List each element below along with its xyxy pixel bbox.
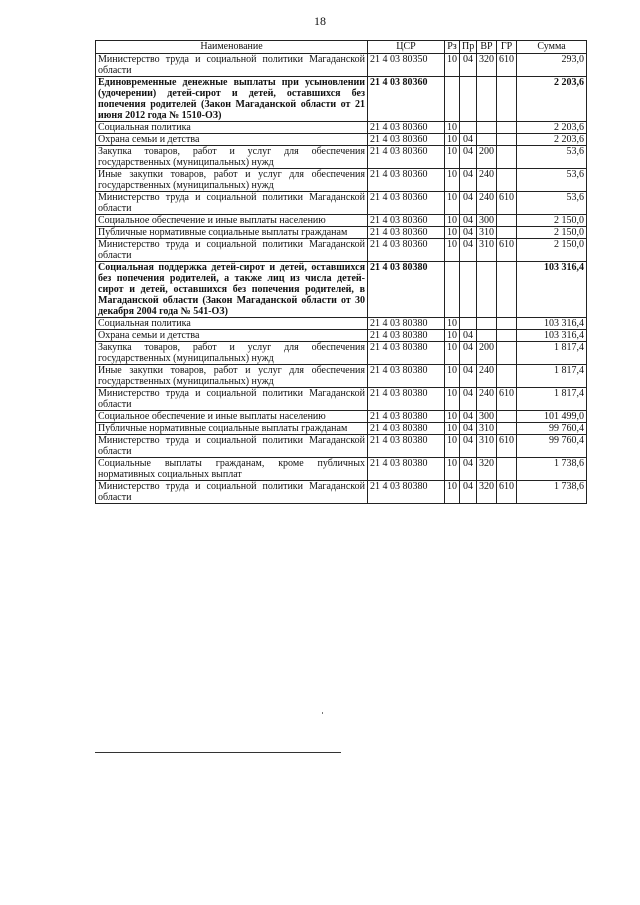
header-vr: ВР	[477, 41, 497, 54]
cell-gr	[497, 215, 517, 227]
cell-csr: 21 4 03 80360	[368, 134, 445, 146]
cell-rz: 10	[445, 227, 460, 239]
cell-sum: 1 738,6	[517, 481, 587, 504]
cell-name: Публичные нормативные социальные выплаты гражданам	[96, 227, 368, 239]
cell-pr: 04	[460, 365, 477, 388]
cell-gr	[497, 411, 517, 423]
cell-vr: 310	[477, 227, 497, 239]
cell-name: Социальная поддержка детей-сирот и детей, оставшихся без попечения родителей, а также лиц из числа детей-сирот и детей, оставшихся без попечения родителей, в Магаданской области (Закон Магаданской области от 30 декабря 2004 года № 541-ОЗ)	[96, 262, 368, 318]
header-gr: ГР	[497, 41, 517, 54]
cell-vr: 300	[477, 215, 497, 227]
cell-name: Закупка товаров, работ и услуг для обеспечения государственных (муниципальных) нужд	[96, 146, 368, 169]
cell-vr: 300	[477, 411, 497, 423]
cell-vr: 240	[477, 169, 497, 192]
cell-sum: 1 817,4	[517, 388, 587, 411]
table-row	[96, 481, 587, 504]
cell-sum: 53,6	[517, 169, 587, 192]
cell-rz: 10	[445, 146, 460, 169]
cell-rz: 10	[445, 423, 460, 435]
table-row	[96, 215, 587, 227]
cell-rz: 10	[445, 458, 460, 481]
cell-pr: 04	[460, 481, 477, 504]
cell-csr: 21 4 03 80380	[368, 423, 445, 435]
table-row	[96, 342, 587, 365]
cell-name: Министерство труда и социальной политики Магаданской области	[96, 388, 368, 411]
table-body	[96, 54, 587, 504]
cell-vr	[477, 134, 497, 146]
cell-csr: 21 4 03 80380	[368, 435, 445, 458]
cell-csr: 21 4 03 80360	[368, 77, 445, 122]
table-row	[96, 365, 587, 388]
cell-gr	[497, 342, 517, 365]
cell-sum: 1 738,6	[517, 458, 587, 481]
table-row	[96, 239, 587, 262]
cell-name: Иные закупки товаров, работ и услуг для обеспечения государственных (муниципальных) нужд	[96, 365, 368, 388]
cell-csr: 21 4 03 80360	[368, 227, 445, 239]
cell-csr: 21 4 03 80360	[368, 169, 445, 192]
table-row	[96, 146, 587, 169]
cell-name: Единовременные денежные выплаты при усыновлении (удочерении) детей-сирот и детей, оставшихся без попечения родителей (Закон Магаданской области от 21 июня 2012 года № 1510-ОЗ)	[96, 77, 368, 122]
cell-pr: 04	[460, 330, 477, 342]
cell-sum: 2 150,0	[517, 227, 587, 239]
cell-rz: 10	[445, 169, 460, 192]
cell-sum: 99 760,4	[517, 423, 587, 435]
cell-rz: 10	[445, 134, 460, 146]
cell-gr	[497, 77, 517, 122]
table-row	[96, 77, 587, 122]
cell-rz: 10	[445, 435, 460, 458]
table-header-row	[96, 41, 587, 54]
cell-sum: 103 316,4	[517, 262, 587, 318]
cell-gr: 610	[497, 435, 517, 458]
cell-vr: 310	[477, 239, 497, 262]
cell-gr: 610	[497, 388, 517, 411]
cell-sum: 293,0	[517, 54, 587, 77]
cell-vr	[477, 77, 497, 122]
cell-pr: 04	[460, 134, 477, 146]
cell-rz: 10	[445, 215, 460, 227]
cell-sum: 1 817,4	[517, 342, 587, 365]
cell-pr: 04	[460, 458, 477, 481]
cell-name: Социальные выплаты гражданам, кроме публичных нормативных социальных выплат	[96, 458, 368, 481]
header-csr: ЦСР	[368, 41, 445, 54]
cell-rz: 10	[445, 330, 460, 342]
header-sum: Сумма	[517, 41, 587, 54]
cell-pr: 04	[460, 215, 477, 227]
table-row	[96, 192, 587, 215]
cell-vr: 200	[477, 146, 497, 169]
cell-vr	[477, 330, 497, 342]
cell-pr: 04	[460, 423, 477, 435]
cell-name: Министерство труда и социальной политики Магаданской области	[96, 435, 368, 458]
cell-pr	[460, 77, 477, 122]
cell-vr: 310	[477, 435, 497, 458]
header-rz: Рз	[445, 41, 460, 54]
cell-pr	[460, 318, 477, 330]
table-row	[96, 227, 587, 239]
cell-name: Социальная политика	[96, 122, 368, 134]
cell-sum: 2 203,6	[517, 134, 587, 146]
cell-rz: 10	[445, 318, 460, 330]
cell-csr: 21 4 03 80380	[368, 458, 445, 481]
cell-csr: 21 4 03 80360	[368, 192, 445, 215]
cell-rz: 10	[445, 54, 460, 77]
cell-vr: 320	[477, 54, 497, 77]
table-row	[96, 134, 587, 146]
header-pr: Пр	[460, 41, 477, 54]
cell-name: Социальное обеспечение и иные выплаты населению	[96, 411, 368, 423]
table-row	[96, 423, 587, 435]
cell-csr: 21 4 03 80360	[368, 215, 445, 227]
cell-sum: 101 499,0	[517, 411, 587, 423]
cell-name: Министерство труда и социальной политики Магаданской области	[96, 239, 368, 262]
cell-pr: 04	[460, 192, 477, 215]
cell-sum: 2 150,0	[517, 239, 587, 262]
cell-gr: 610	[497, 54, 517, 77]
cell-gr	[497, 134, 517, 146]
cell-sum: 2 203,6	[517, 77, 587, 122]
cell-gr	[497, 423, 517, 435]
cell-pr	[460, 262, 477, 318]
cell-rz: 10	[445, 411, 460, 423]
cell-csr: 21 4 03 80380	[368, 330, 445, 342]
cell-gr	[497, 227, 517, 239]
table-row	[96, 262, 587, 318]
table-row	[96, 169, 587, 192]
cell-pr: 04	[460, 146, 477, 169]
table-row	[96, 54, 587, 77]
cell-gr: 610	[497, 239, 517, 262]
cell-rz: 10	[445, 481, 460, 504]
table-row	[96, 435, 587, 458]
cell-pr: 04	[460, 388, 477, 411]
cell-vr: 320	[477, 481, 497, 504]
cell-vr: 240	[477, 192, 497, 215]
cell-vr	[477, 122, 497, 134]
cell-sum: 2 203,6	[517, 122, 587, 134]
cell-csr: 21 4 03 80380	[368, 481, 445, 504]
cell-csr: 21 4 03 80350	[368, 54, 445, 77]
header-name: Наименование	[96, 41, 368, 54]
cell-gr	[497, 365, 517, 388]
cell-csr: 21 4 03 80380	[368, 388, 445, 411]
cell-pr: 04	[460, 169, 477, 192]
cell-gr	[497, 330, 517, 342]
cell-name: Социальная политика	[96, 318, 368, 330]
cell-rz	[445, 262, 460, 318]
cell-csr: 21 4 03 80380	[368, 262, 445, 318]
table-row	[96, 388, 587, 411]
cell-pr	[460, 122, 477, 134]
cell-pr: 04	[460, 54, 477, 77]
cell-csr: 21 4 03 80380	[368, 342, 445, 365]
cell-pr: 04	[460, 435, 477, 458]
cell-csr: 21 4 03 80360	[368, 146, 445, 169]
cell-vr	[477, 262, 497, 318]
table-row	[96, 330, 587, 342]
cell-sum: 53,6	[517, 192, 587, 215]
cell-name: Министерство труда и социальной политики Магаданской области	[96, 192, 368, 215]
page-number: 18	[314, 14, 326, 28]
cell-sum: 2 150,0	[517, 215, 587, 227]
cell-gr	[497, 318, 517, 330]
cell-name: Закупка товаров, работ и услуг для обеспечения государственных (муниципальных) нужд	[96, 342, 368, 365]
cell-name: Охрана семьи и детства	[96, 330, 368, 342]
cell-rz: 10	[445, 342, 460, 365]
cell-rz	[445, 77, 460, 122]
cell-pr: 04	[460, 227, 477, 239]
cell-name: Министерство труда и социальной политики Магаданской области	[96, 54, 368, 77]
cell-sum: 99 760,4	[517, 435, 587, 458]
cell-vr: 320	[477, 458, 497, 481]
cell-rz: 10	[445, 239, 460, 262]
cell-pr: 04	[460, 342, 477, 365]
table-row	[96, 122, 587, 134]
table-row	[96, 318, 587, 330]
table-row	[96, 411, 587, 423]
cell-name: Охрана семьи и детства	[96, 134, 368, 146]
cell-gr: 610	[497, 192, 517, 215]
cell-gr	[497, 146, 517, 169]
cell-vr: 240	[477, 388, 497, 411]
cell-gr	[497, 458, 517, 481]
center-mark	[322, 712, 323, 714]
cell-sum: 53,6	[517, 146, 587, 169]
cell-sum: 1 817,4	[517, 365, 587, 388]
cell-csr: 21 4 03 80360	[368, 239, 445, 262]
cell-csr: 21 4 03 80380	[368, 318, 445, 330]
cell-sum: 103 316,4	[517, 318, 587, 330]
cell-csr: 21 4 03 80360	[368, 122, 445, 134]
cell-vr: 240	[477, 365, 497, 388]
cell-vr: 200	[477, 342, 497, 365]
budget-table	[95, 40, 587, 504]
cell-gr	[497, 122, 517, 134]
cell-rz: 10	[445, 365, 460, 388]
footer-rule	[95, 752, 341, 753]
cell-name: Иные закупки товаров, работ и услуг для обеспечения государственных (муниципальных) нужд	[96, 169, 368, 192]
cell-vr: 310	[477, 423, 497, 435]
cell-name: Социальное обеспечение и иные выплаты населению	[96, 215, 368, 227]
cell-name: Министерство труда и социальной политики Магаданской области	[96, 481, 368, 504]
cell-sum: 103 316,4	[517, 330, 587, 342]
cell-gr: 610	[497, 481, 517, 504]
cell-gr	[497, 169, 517, 192]
cell-name: Публичные нормативные социальные выплаты гражданам	[96, 423, 368, 435]
cell-csr: 21 4 03 80380	[368, 411, 445, 423]
cell-pr: 04	[460, 411, 477, 423]
table-row	[96, 458, 587, 481]
cell-pr: 04	[460, 239, 477, 262]
cell-rz: 10	[445, 388, 460, 411]
cell-gr	[497, 262, 517, 318]
cell-rz: 10	[445, 192, 460, 215]
cell-rz: 10	[445, 122, 460, 134]
cell-csr: 21 4 03 80380	[368, 365, 445, 388]
cell-vr	[477, 318, 497, 330]
